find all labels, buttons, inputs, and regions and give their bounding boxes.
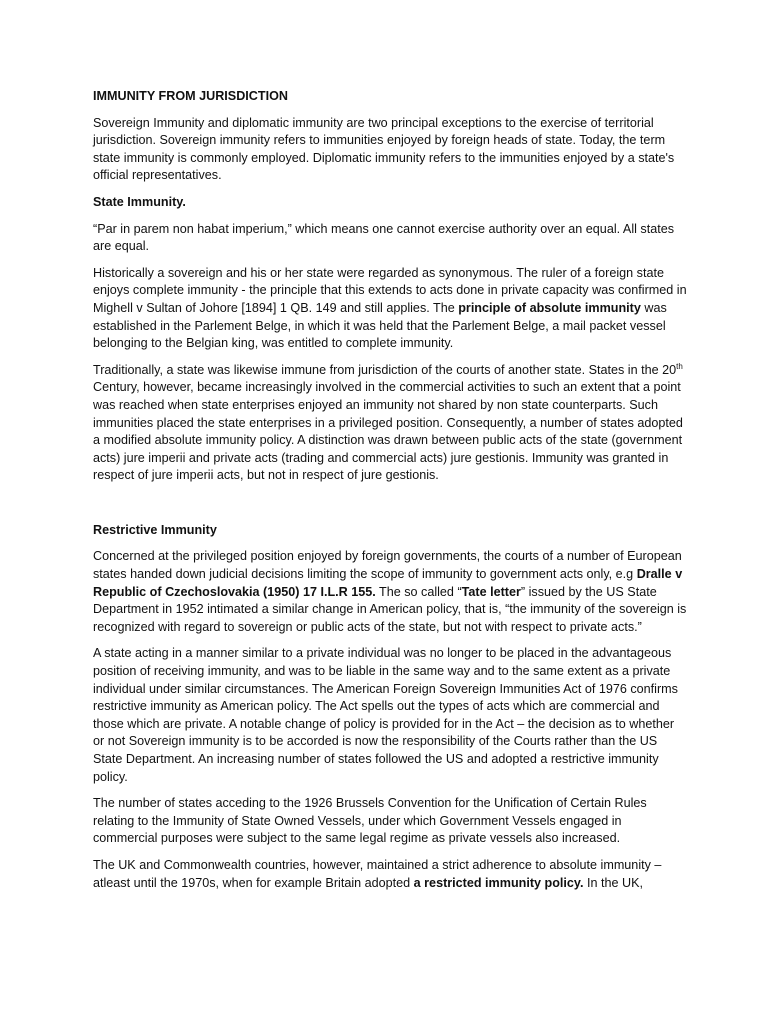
text-run: Century, however, became increasingly involved in the commercial activities to such an extent that a point was reached when state enterprises enjoyed an immunity not shared by non state counterparts. Such immunities placed the state enterprises in a privileged position. Consequently, a number of states adopted a modified absolute immunity policy. A distinction was drawn between public acts of the state (government acts) jure imperii and private acts (trading and commercial acts) jure gestionis. Immunity was granted in respect of jure imperii acts, but not in respect of jure gestionis. bbox=[93, 380, 683, 483]
text-run: ” issued by the US State Department in 1952 intimated a similar change in American policy, that is, “the immunity of the sovereign is recognized with regard to sovereign or public acts of the state, but not with respect to private acts.” bbox=[93, 584, 687, 634]
text-run: Traditionally, a state was likewise immune from jurisdiction of the courts of another state. States in the 20 bbox=[93, 362, 677, 377]
document-title: IMMUNITY FROM JURISDICTION bbox=[93, 89, 288, 103]
bold-case-citation: Dralle v Republic of Czechoslovakia (1950) 17 I.L.R 155. bbox=[93, 567, 683, 599]
private-individual-paragraph: A state acting in a manner similar to a private individual was no longer to be placed in the advantageous position of receiving immunity, and was to be liable in the same way and to the same extent as a private individual under similar circumstances. The American Foreign Sovereign Immunities Act of 1976 confirms restrictive immunity as American policy. The Act spells out the types of acts which are commercial and those which are private. A notable change of policy is provided for in the Act – the decision as to whether or not Sovereign immunity is to be accorded is now the responsibility of the Courts rather than the US State Department. An increasing number of states followed the US and adopted a restrictive immunity policy. bbox=[93, 646, 678, 784]
brussels-convention-paragraph: The number of states acceding to the 1926 Brussels Convention for the Unification of Certain Rules relating to the Immunity of State Owned Vessels, under which Government Vessels engaged in commercial purposes were subject to the same legal regime as private vessels also increased. bbox=[93, 796, 647, 846]
bold-term-tate-letter: Tate letter bbox=[461, 584, 521, 599]
maxim-paragraph: “Par in parem non habat imperium,” which means one cannot exercise authority over an equal. All states are equal. bbox=[93, 221, 675, 254]
bold-term-restricted-policy: a restricted immunity policy. bbox=[413, 875, 584, 890]
text-run: was established in the Parlement Belge, in which it was held that the Parlement Belge, a mail packet vessel belonging to the Belgian king, was entitled to complete immunity. bbox=[93, 300, 667, 351]
state-immunity-heading: State Immunity. bbox=[93, 194, 186, 209]
text-run: In the UK, bbox=[583, 875, 644, 890]
ordinal-superscript: th bbox=[676, 361, 683, 371]
historical-paragraph bbox=[93, 265, 687, 353]
text-run: The UK and Commonwealth countries, however, maintained a strict adherence to absolute immunity – atleast until the 1970s, when for example Britain adopted bbox=[93, 857, 662, 890]
text-run: Concerned at the privileged position enjoyed by foreign governments, the courts of a number of European states handed down judicial decisions limiting the scope of immunity to government acts only, e.g bbox=[93, 549, 682, 582]
text-run: Historically a sovereign and his or her state were regarded as synonymous. The ruler of a foreign state enjoys complete immunity - the principle that this extends to acts done in private capacity was confirmed in Mighell v Sultan of Johore [1894] 1 QB. 149 and still applies. The bbox=[93, 265, 687, 315]
european-courts-paragraph bbox=[93, 548, 687, 636]
section-spacer bbox=[93, 494, 687, 522]
uk-commonwealth-paragraph bbox=[93, 857, 687, 892]
bold-term-absolute-immunity: principle of absolute immunity bbox=[458, 300, 641, 315]
text-run: The so called “ bbox=[375, 584, 462, 599]
intro-paragraph: Sovereign Immunity and diplomatic immunity are two principal exceptions to the exercise of territorial jurisdiction. Sovereign immunity refers to immunities enjoyed by foreign heads of state. Today, the term state immunity is commonly employed. Diplomatic immunity refers to the immunities enjoyed by a state's official representatives. bbox=[93, 115, 675, 183]
document-body bbox=[93, 88, 687, 901]
restrictive-immunity-heading: Restrictive Immunity bbox=[93, 522, 217, 537]
traditional-paragraph bbox=[93, 362, 687, 485]
